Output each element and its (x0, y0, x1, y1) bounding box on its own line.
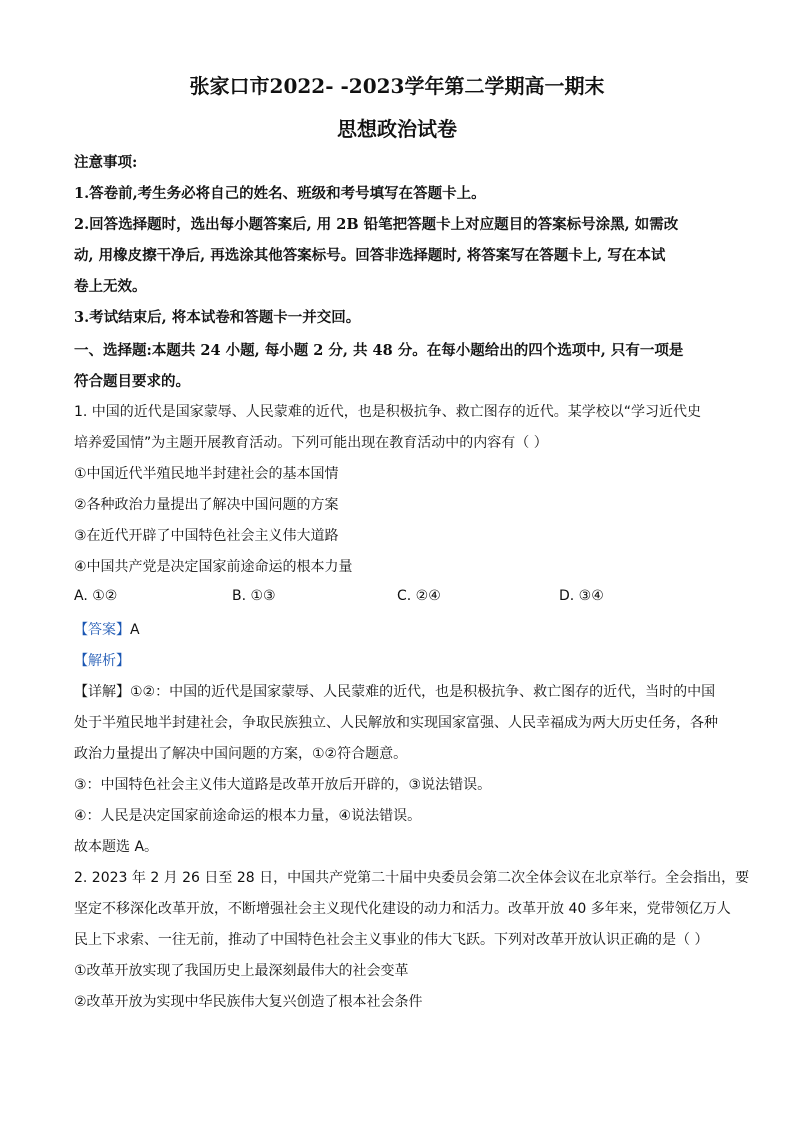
option-a: A. ①② (74, 588, 118, 604)
detail-text: ①②：中国的近代是国家蒙辱、人民蒙难的近代，也是积极抗争、救亡图存的近代，当时的中国 (130, 684, 716, 700)
question-1-options (74, 588, 724, 608)
question-2-stem-cont: 民上下求索、一往无前，推动了中国特色社会主义事业的伟大飞跃。下列对改革开放认识正确的是（ ） (74, 932, 709, 948)
question-2-item: ①改革开放实现了我国历史上最深刻最伟大的社会变革 (74, 963, 409, 979)
answer-line (74, 619, 724, 639)
section-heading: 一、选择题:本题共 24 小题, 每小题 2 分, 共 48 分。在每小题给出的四个选项中, 只有一项是 (74, 342, 684, 359)
analysis-tag: 【解析】 (74, 653, 130, 669)
section-heading-cont: 符合题目要求的。 (74, 373, 190, 390)
question-1-item: ③在近代开辟了中国特色社会主义伟大道路 (74, 528, 339, 544)
detail-line: 处于半殖民地半封建社会，争取民族独立、人民解放和实现国家富强、人民幸福成为两大历史任务，各种 (74, 715, 718, 731)
question-1-item: ②各种政治力量提出了解决中国问题的方案 (74, 497, 339, 513)
option-d: D. ③④ (559, 588, 604, 604)
analysis-line (74, 650, 724, 670)
detail-line: 政治力量提出了解决中国问题的方案，①②符合题意。 (74, 746, 408, 762)
answer-tag: 【答案】 (74, 622, 130, 638)
answer-value: A (130, 622, 140, 638)
exam-title: 张家口市2022- -2023学年第二学期高一期末 (189, 74, 605, 98)
option-c: C. ②④ (397, 588, 441, 604)
notes-item: 1.答卷前,考生务必将自己的姓名、班级和考号填写在答题卡上。 (74, 185, 486, 202)
detail-line: ③：中国特色社会主义伟大道路是改革开放后开辟的，③说法错误。 (74, 777, 492, 793)
conclusion-line: 故本题选 A。 (74, 839, 159, 855)
detail-tag: 【详解】 (74, 684, 130, 700)
notes-item: 3.考试结束后, 将本试卷和答题卡一并交回。 (74, 309, 361, 326)
detail-line: ④：人民是决定国家前途命运的根本力量，④说法错误。 (74, 808, 422, 824)
option-b: B. ①③ (232, 588, 276, 604)
notes-item: 动, 用橡皮擦干净后, 再选涂其他答案标号。回答非选择题时, 将答案写在答题卡上, 写在本试 (74, 247, 666, 264)
question-1-stem-cont: 培养爱国情”为主题开展教育活动。下列可能出现在教育活动中的内容有（ ） (74, 435, 548, 451)
question-2-stem-cont: 坚定不移深化改革开放，不断增强社会主义现代化建设的动力和活力。改革开放 40 多年来，党带领亿万人 (74, 901, 731, 917)
notes-item: 卷上无效。 (74, 278, 147, 295)
question-1-item: ④中国共产党是决定国家前途命运的根本力量 (74, 559, 353, 575)
question-1-stem: 1. 中国的近代是国家蒙辱、人民蒙难的近代，也是积极抗争、救亡图存的近代。某学校以“学习近代史 (74, 404, 702, 420)
notes-item: 2.回答选择题时，选出每小题答案后, 用 2B 铅笔把答题卡上对应题目的答案标号涂黑, 如需改 (74, 216, 679, 233)
detail-line (74, 681, 724, 701)
notes-heading: 注意事项: (74, 154, 138, 171)
question-2-item: ②改革开放为实现中华民族伟大复兴创造了根本社会条件 (74, 994, 423, 1010)
question-1-item: ①中国近代半殖民地半封建社会的基本国情 (74, 466, 339, 482)
exam-subtitle: 思想政治试卷 (337, 117, 457, 141)
question-2-stem: 2. 2023 年 2 月 26 日至 28 日，中国共产党第二十届中央委员会第二次全体会议在北京举行。全会指出，要 (74, 870, 750, 886)
